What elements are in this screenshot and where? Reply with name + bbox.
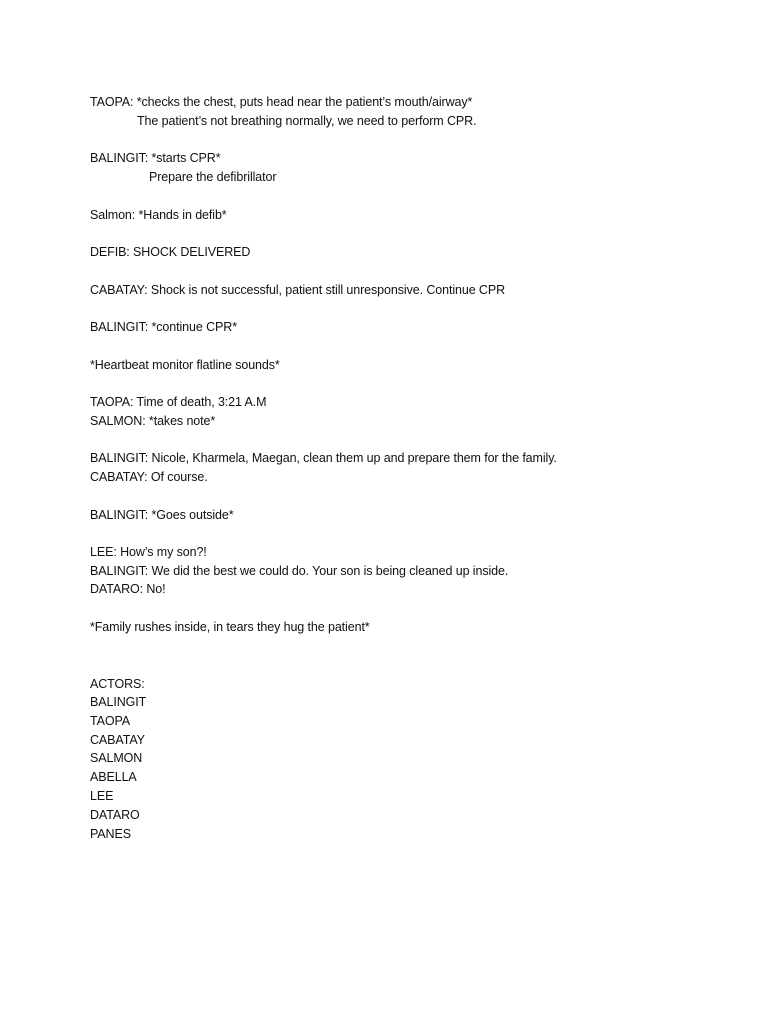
script-line-defib-shock: DEFIB: SHOCK DELIVERED	[90, 245, 251, 259]
actor-name: BALINGIT	[90, 695, 147, 709]
script-line-balingit-did-best: BALINGIT: We did the best we could do. Your son is being cleaned up inside.	[90, 564, 509, 578]
script-line-salmon-hands-defib: Salmon: *Hands in defib*	[90, 208, 227, 222]
script-line-taopa-not-breathing: The patient’s not breathing normally, we need to perform CPR.	[137, 114, 477, 128]
script-line-cabatay-of-course: CABATAY: Of course.	[90, 470, 208, 484]
script-line-balingit-starts-cpr: BALINGIT: *starts CPR*	[90, 151, 221, 165]
script-line-balingit-goes-outside: BALINGIT: *Goes outside*	[90, 508, 234, 522]
actor-name: DATARO	[90, 808, 140, 822]
script-line-family-rushes: *Family rushes inside, in tears they hug the patient*	[90, 620, 370, 634]
actor-name: PANES	[90, 827, 131, 841]
script-line-cabatay-shock-unsuccessful: CABATAY: Shock is not successful, patient still unresponsive. Continue CPR	[90, 283, 506, 297]
script-line-flatline-sounds: *Heartbeat monitor flatline sounds*	[90, 358, 280, 372]
script-line-prepare-defibrillator: Prepare the defibrillator	[149, 170, 277, 184]
script-line-lee-hows-my-son: LEE: How’s my son?!	[90, 545, 207, 559]
script-line-balingit-clean-up: BALINGIT: Nicole, Kharmela, Maegan, clean them up and prepare them for the family.	[90, 451, 557, 465]
actor-name: TAOPA	[90, 714, 131, 728]
actor-name: LEE	[90, 789, 114, 803]
script-line-taopa-time-of-death: TAOPA: Time of death, 3:21 A.M	[90, 395, 267, 409]
script-line-taopa-checks: TAOPA: *checks the chest, puts head near the patient’s mouth/airway*	[90, 95, 473, 109]
script-line-balingit-continue-cpr: BALINGIT: *continue CPR*	[90, 320, 237, 334]
actors-heading: ACTORS:	[90, 677, 145, 691]
script-line-dataro-no: DATARO: No!	[90, 582, 166, 596]
script-line-salmon-takes-note: SALMON: *takes note*	[90, 414, 216, 428]
actor-name: ABELLA	[90, 770, 137, 784]
actor-name: SALMON	[90, 751, 143, 765]
actor-name: CABATAY	[90, 733, 145, 747]
